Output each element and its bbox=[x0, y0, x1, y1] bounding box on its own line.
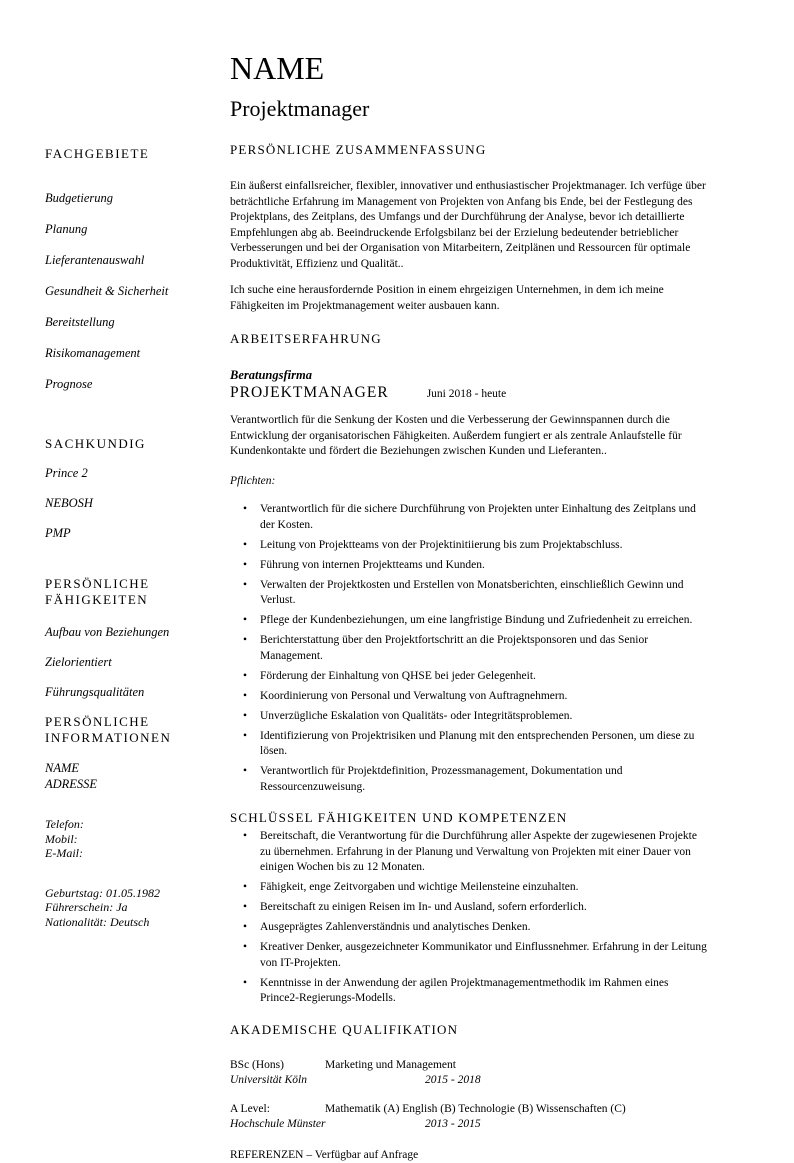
education-degree-row bbox=[230, 1058, 710, 1074]
education-school-row bbox=[230, 1117, 710, 1133]
education-degree-row bbox=[230, 1102, 710, 1118]
expertise-item: Gesundheit & Sicherheit bbox=[45, 283, 230, 299]
expertise-item: Bereitstellung bbox=[45, 314, 230, 330]
duty-item: • Berichterstattung über den Projektfortschritt an die Projektsponsoren und das Senior Management. bbox=[260, 633, 710, 664]
duties-label: Pflichten: bbox=[230, 474, 710, 490]
expertise-list bbox=[45, 190, 230, 392]
skill-item: • Bereitschaft, die Verantwortung für die Durchführung aller Aspekte der zugewiesenen Projekte zu übernehmen. Erfahrung in der Planung und Verwaltung von Projekten mit einer Dauer von einigen Wochen bis zu 12 Monaten. bbox=[260, 829, 710, 876]
personal-info-line: Mobil: bbox=[45, 832, 230, 847]
duty-item: • Führung von internen Projektteams und Kunden. bbox=[260, 558, 710, 574]
sidebar-section-expertise bbox=[45, 146, 230, 392]
sidebar-heading-expertise: FACHGEBIETE bbox=[45, 146, 230, 162]
duty-item: • Koordinierung von Personal und Verwaltung von Auftragnehmern. bbox=[260, 689, 710, 705]
expertise-item: Lieferantenauswahl bbox=[45, 252, 230, 268]
personal-info-details bbox=[45, 886, 230, 930]
duty-item: • Verwalten der Projektkosten und Erstellen von Monatsberichten, einschließlich Gewinn und Verlust. bbox=[260, 578, 710, 609]
duty-item: • Identifizierung von Projektrisiken und Planung mit den entsprechenden Personen, um diese zu lösen. bbox=[260, 729, 710, 760]
duty-item: • Verantwortlich für die sichere Durchführung von Projekten unter Einhaltung des Zeitplans und der Kosten. bbox=[260, 502, 710, 533]
proficient-item: NEBOSH bbox=[45, 495, 230, 511]
duty-item: • Förderung der Einhaltung von QHSE bei jeder Gelegenheit. bbox=[260, 669, 710, 685]
sidebar-heading-personal-info: PERSÖNLICHE INFORMATIONEN bbox=[45, 714, 230, 746]
personal-info-contact bbox=[45, 817, 230, 861]
education-dates: 2015 - 2018 bbox=[425, 1074, 481, 1086]
education-entries bbox=[230, 1058, 710, 1133]
experience-role: PROJEKTMANAGER bbox=[230, 384, 389, 401]
sidebar-section-personal-info bbox=[45, 714, 230, 929]
proficient-item: PMP bbox=[45, 525, 230, 541]
experience-description: Verantwortlich für die Senkung der Kosten und die Verbesserung der Gewinnspannen durch die Entwicklung der organisatorischen Fähigkeiten. Außerdem fungiert er als zentrale Anlaufstelle für Kundenkontakte und fördert die Beziehungen zwischen Kunden und Lieferanten.. bbox=[230, 413, 710, 460]
personal-info-line: Telefon: bbox=[45, 817, 230, 832]
expertise-item: Risikomanagement bbox=[45, 345, 230, 361]
duty-item: • Pflege der Kundenbeziehungen, um eine langfristige Bindung und Zufriedenheit zu erreichen. bbox=[260, 613, 710, 629]
references-line: REFERENZEN – Verfügbar auf Anfrage bbox=[230, 1148, 710, 1163]
education-school: Universität Köln bbox=[230, 1073, 425, 1089]
personal-skills-item: Zielorientiert bbox=[45, 654, 230, 670]
experience-company: Beratungsfirma bbox=[230, 368, 710, 383]
duty-item: • Unverzügliche Eskalation von Qualitäts- oder Integritätsproblemen. bbox=[260, 709, 710, 725]
skill-item: • Kreativer Denker, ausgezeichneter Kommunikator und Einflussnehmer. Erfahrung in der Leitung von IT-Projekten. bbox=[260, 940, 710, 971]
skill-item: • Kenntnisse in der Anwendung der agilen Projektmanagementmethodik im Rahmen eines Prince2-Regierungs-Modells. bbox=[260, 976, 710, 1007]
personal-skills-list bbox=[45, 624, 230, 700]
duty-item: • Leitung von Projektteams von der Projektinitiierung bis zum Projektabschluss. bbox=[260, 538, 710, 554]
proficient-item: Prince 2 bbox=[45, 465, 230, 481]
personal-skills-item: Führungsqualitäten bbox=[45, 684, 230, 700]
education-school-row bbox=[230, 1073, 710, 1089]
skill-item: • Fähigkeit, enge Zeitvorgaben und wichtige Meilensteine einzuhalten. bbox=[260, 880, 710, 896]
sidebar-heading-proficient: SACHKUNDIG bbox=[45, 436, 230, 452]
personal-info-identity bbox=[45, 760, 230, 792]
education-heading: AKADEMISCHE QUALIFIKATION bbox=[230, 1022, 710, 1038]
education-dates: 2013 - 2015 bbox=[425, 1118, 481, 1130]
summary-paragraph: Ein äußerst einfallsreicher, flexibler, innovativer und enthusiastischer Projektmanager. Ich verfüge über beträchtliche Erfahrung im Management von Projekten von Anfang bis Ende, bei der Festlegung des Projektplans, des Zeitplans, des Umfangs und der Durchführung der Analyse, bevor ich detaillierte Empfehlungen abg ab. Beeindruckende Erfolgsbilanz bei der Erzielung bedeutender betrieblicher Verbesserungen und bei der Organisation von Mitarbeitern, Zeitplänen und Ressourcen für optimale Produktivität, Effizienz und Qualität.. bbox=[230, 179, 710, 272]
duty-item: • Verantwortlich für Projektdefinition, Prozessmanagement, Dokumentation und Ressourcenzuweisung. bbox=[260, 764, 710, 795]
education-entry bbox=[230, 1102, 710, 1133]
duties-list bbox=[230, 502, 710, 795]
personal-info-line: Führerschein: Ja bbox=[45, 900, 230, 915]
sidebar bbox=[0, 0, 230, 1122]
personal-info-line: NAME bbox=[45, 760, 230, 776]
experience-dates: Juni 2018 - heute bbox=[427, 388, 507, 400]
candidate-job-title: Projektmanager bbox=[230, 96, 710, 122]
education-subject: Mathematik (A) English (B) Technologie (B) Wissenschaften (C) bbox=[325, 1103, 626, 1115]
summary-heading: PERSÖNLICHE ZUSAMMENFASSUNG bbox=[230, 142, 710, 158]
skills-heading: SCHLÜSSEL FÄHIGKEITEN UND KOMPETENZEN bbox=[230, 810, 710, 826]
candidate-name: NAME bbox=[230, 50, 710, 86]
expertise-item: Planung bbox=[45, 221, 230, 237]
education-entry bbox=[230, 1058, 710, 1089]
main-column bbox=[230, 0, 710, 1122]
summary-paragraph: Ich suche eine herausfordernde Position in einem ehrgeizigen Unternehmen, in dem ich meine Fähigkeiten im Projektmanagement weiter ausbauen kann. bbox=[230, 283, 710, 314]
personal-skills-item: Aufbau von Beziehungen bbox=[45, 624, 230, 640]
education-subject: Marketing und Management bbox=[325, 1059, 456, 1071]
skill-item: • Ausgeprägtes Zahlenverständnis und analytisches Denken. bbox=[260, 920, 710, 936]
sidebar-heading-personal-skills: PERSÖNLICHE FÄHIGKEITEN bbox=[45, 576, 230, 608]
proficient-list bbox=[45, 465, 230, 541]
experience-heading: ARBEITSERFAHRUNG bbox=[230, 331, 710, 347]
sidebar-section-proficient bbox=[45, 436, 230, 541]
education-school: Hochschule Münster bbox=[230, 1117, 425, 1133]
experience-role-row bbox=[230, 384, 710, 402]
education-degree: BSc (Hons) bbox=[230, 1058, 325, 1074]
expertise-item: Budgetierung bbox=[45, 190, 230, 206]
skills-list bbox=[230, 829, 710, 1007]
personal-info-line: Nationalität: Deutsch bbox=[45, 915, 230, 930]
sidebar-section-personal-skills bbox=[45, 576, 230, 700]
expertise-item: Prognose bbox=[45, 376, 230, 392]
personal-info-line: E-Mail: bbox=[45, 846, 230, 861]
education-degree: A Level: bbox=[230, 1102, 325, 1118]
skill-item: • Bereitschaft zu einigen Reisen im In- und Ausland, sofern erforderlich. bbox=[260, 900, 710, 916]
personal-info-line: Geburtstag: 01.05.1982 bbox=[45, 886, 230, 901]
personal-info-line: ADRESSE bbox=[45, 776, 230, 792]
